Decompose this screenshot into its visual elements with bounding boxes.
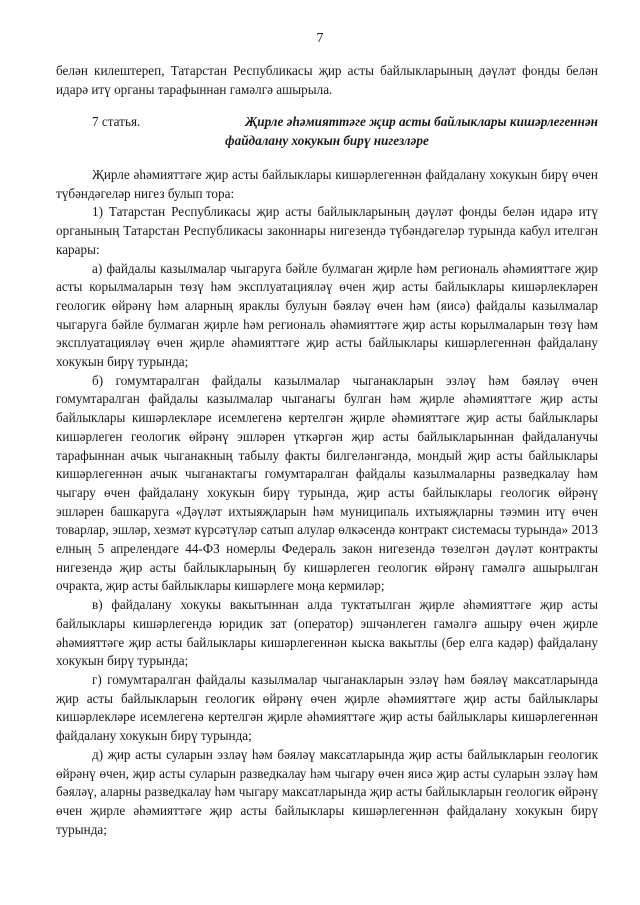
article-body [56,166,598,839]
article-title-line1: Җирле әһәмияттәге җир асты байлыклары кишәрлегеннән [245,114,598,129]
paragraph-subitem-d: д) җир асты суларын эзләү һәм бәяләү максатларында җир асты байлыкларын геологик өйрәнү өчен, җир асты суларын разведкалау һәм чыгару өчен яисә җир асты суларын эзләү һәм бәяләү, аларны разведкалау һәм чыгару максатларында җир асты байлыкларын геологик өйрәнү өчен җирле әһәмияттәге җир асты байлыклары кишәрлегеннән файдалану хокукын бирү турында; [56,746,598,837]
paragraph-subitem-g: г) гомумтаралган файдалы казылмалар чыганакларын эзләү һәм бәяләү максатларында җир асты байлыкларын геологик өйрәнү өчен җирле әһәмияттәге җир асты байлыклары кишәрлекләре исемлегенә кертелгән җирле әһәмияттәге җир асты байлыклары кишәрлегеннән файдалану хокукын бирү турында; [56,671,598,744]
paragraph-subitem-b: б) гомумтаралган файдалы казылмалар чыганакларын эзләү һәм бәяләү өчен гомумтаралган файдалы казылмалар чыганагы булган һәм җирле әһәмияттәге җир асты байлыклары кишәрлекләре исемлегенә кертелгән җирле әһәмияттәге җир асты байлыклары кишәрлеген геологик өйрәнү эшләрен үткәргән җир асты байлыкларыннан файдаланучы тарафыннан ачык чыганакның табылу факты билгеләнгәндә, мондый җир асты байлыклары кишәрлегеннән ачык чыганактагы гомумтаралган файдалы казылмаларны разведкалау һәм чыгару өчен файдалану хокукын бирү турында, җир асты байлыклары геологик өйрәнү эшләрен башкаруга «Дәүләт ихтыяҗларын һәм муниципаль ихтыяҗларны тәэмин итү өчен товарлар, эшләр, хезмәт күрсәтүләр сатып алулар өлкәсендә контракт системасы турында» 2013 елның 5 апрелендәге 44-ФЗ номерлы Федераль закон нигезендә төзелгән дәүләт контракты нигезендә җир асты байлыкларының бу кишәрлеген геологик өйрәнү гамәлгә ашырылган очракта, җир асты байлыклары кишәрлеге моңа кермиләр; [56,372,598,594]
paragraph-preamble: Җирле әһәмияттәге җир асты байлыклары кишәрлегеннән файдалану хокукын бирү өчен түбәндәгеләр нигез булып тора: [56,167,598,201]
article-number: 7 статья. [92,114,141,129]
page-number: 7 [316,31,324,46]
paragraph-subitem-a: а) файдалы казылмалар чыгаруга бәйле булмаган җирле һәм региональ әһәмияттәге җир асты корылмаларын төзү һәм эксплуатацияләү өчен җир асты байлыклары кишәрлекләрен геологик өйрәнү һәм аларның яраклы булуын бәяләү өчен һәм (яисә) файдалы казылмалар чыгаруга бәйле булмаган җирле һәм региональ әһәмияттәге җир асты корылмаларын төзү һәм эксплуатацияләү өчен җирле әһәмияттәге җир асты байлыклары кишәрлегеннән файдалану хокукын бирү турында; [56,260,598,370]
article-title-line2: файдалану хокукын бирү нигезләре [225,132,429,148]
article-heading-line1 [56,113,598,132]
intro-paragraph: белән килештереп, Татарстан Республикасы җир асты байлыкларының дәүләт фонды белән идарә итү органы тарафыннан гамәлгә ашырыла. [56,63,598,97]
paragraph-item-1: 1) Татарстан Республикасы җир асты байлыкларының дәүләт фонды белән идарә итү органының Татарстан Республикасы законнары нигезендә түбәндәгеләр турында кабул ителгән карары: [56,204,598,257]
intro-block [56,62,598,99]
paragraph-subitem-v: в) файдалану хокукы вакытыннан алда туктатылган җирле әһәмияттәге җир асты байлыклары кишәрлегендә юридик зат (оператор) эшчәнлеген гамәлгә ашыру өчен җирле әһәмияттәге җир асты байлыклары кишәрлегеннән кыска вакытлы (бер елга кадәр) файдалану хокукын бирү турында; [56,597,598,669]
article-heading [56,113,598,150]
